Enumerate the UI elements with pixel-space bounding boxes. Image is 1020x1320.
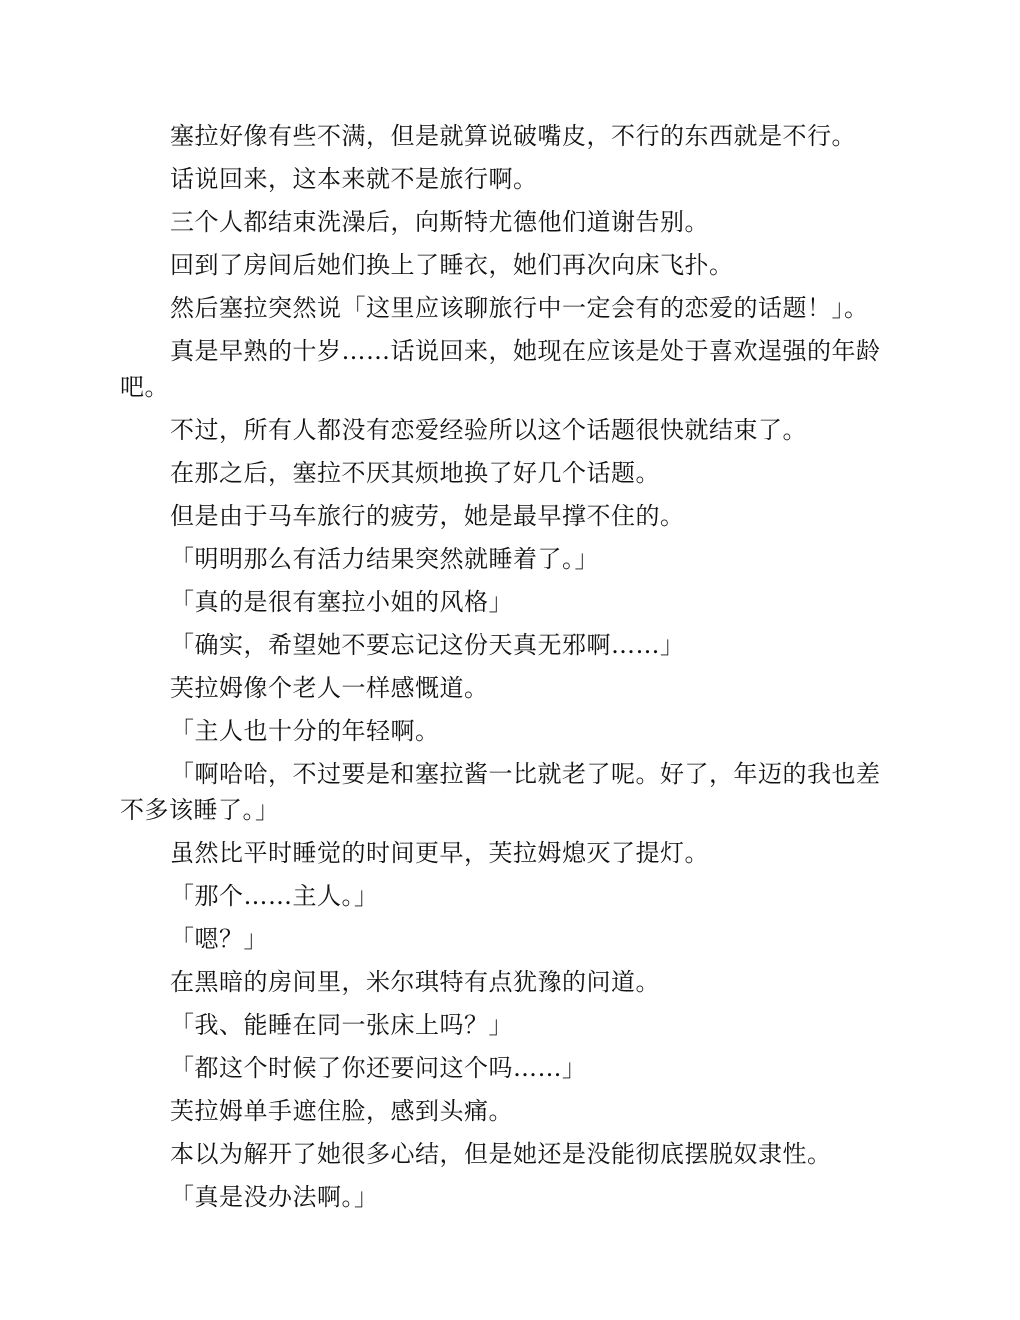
paragraph: 在那之后，塞拉不厌其烦地换了好几个话题。 xyxy=(170,459,660,487)
dialogue-line: 「我、能睡在同一张床上吗？」 xyxy=(170,1011,513,1039)
paragraph: 在黑暗的房间里，米尔琪特有点犹豫的问道。 xyxy=(170,968,660,996)
paragraph: 本以为解开了她很多心结，但是她还是没能彻底摆脱奴隶性。 xyxy=(170,1140,832,1168)
paragraph: 芙拉姆单手遮住脸，感到头痛。 xyxy=(170,1097,513,1125)
dialogue-line: 「那个……主人。」 xyxy=(170,882,379,910)
dialogue-line: 「真是没办法啊。」 xyxy=(170,1183,379,1211)
dialogue-line: 「主人也十分的年轻啊。 xyxy=(170,717,440,745)
dialogue-line: 「确实，希望她不要忘记这份天真无邪啊……」 xyxy=(170,631,685,659)
paragraph: 不过，所有人都没有恋爱经验所以这个话题很快就结束了。 xyxy=(170,416,807,444)
paragraph: 但是由于马车旅行的疲劳，她是最早撑不住的。 xyxy=(170,502,685,530)
paragraph: 三个人都结束洗澡后，向斯特尤德他们道谢告别。 xyxy=(170,208,709,236)
document-body xyxy=(120,118,900,1222)
dialogue-line: 「嗯？」 xyxy=(170,925,268,953)
paragraph: 虽然比平时睡觉的时间更早，芙拉姆熄灭了提灯。 xyxy=(170,839,709,867)
dialogue-line: 「真的是很有塞拉小姐的风格」 xyxy=(170,588,513,616)
paragraph: 塞拉好像有些不满，但是就算说破嘴皮，不行的东西就是不行。 xyxy=(170,122,856,150)
dialogue-line: 「都这个时候了你还要问这个吗……」 xyxy=(170,1054,587,1082)
paragraph: 话说回来，这本来就不是旅行啊。 xyxy=(170,165,538,193)
dialogue-line: 「明明那么有活力结果突然就睡着了。」 xyxy=(170,545,599,573)
dialogue-line: 「啊哈哈，不过要是和塞拉酱一比就老了呢。好了，年迈的我也差不多该睡了。」 xyxy=(120,760,881,824)
paragraph: 芙拉姆像个老人一样感慨道。 xyxy=(170,674,489,702)
paragraph: 然后塞拉突然说「这里应该聊旅行中一定会有的恋爱的话题！」。 xyxy=(170,294,869,322)
paragraph: 回到了房间后她们换上了睡衣，她们再次向床飞扑。 xyxy=(170,251,734,279)
paragraph: 真是早熟的十岁……话说回来，她现在应该是处于喜欢逞强的年龄吧。 xyxy=(120,337,881,401)
